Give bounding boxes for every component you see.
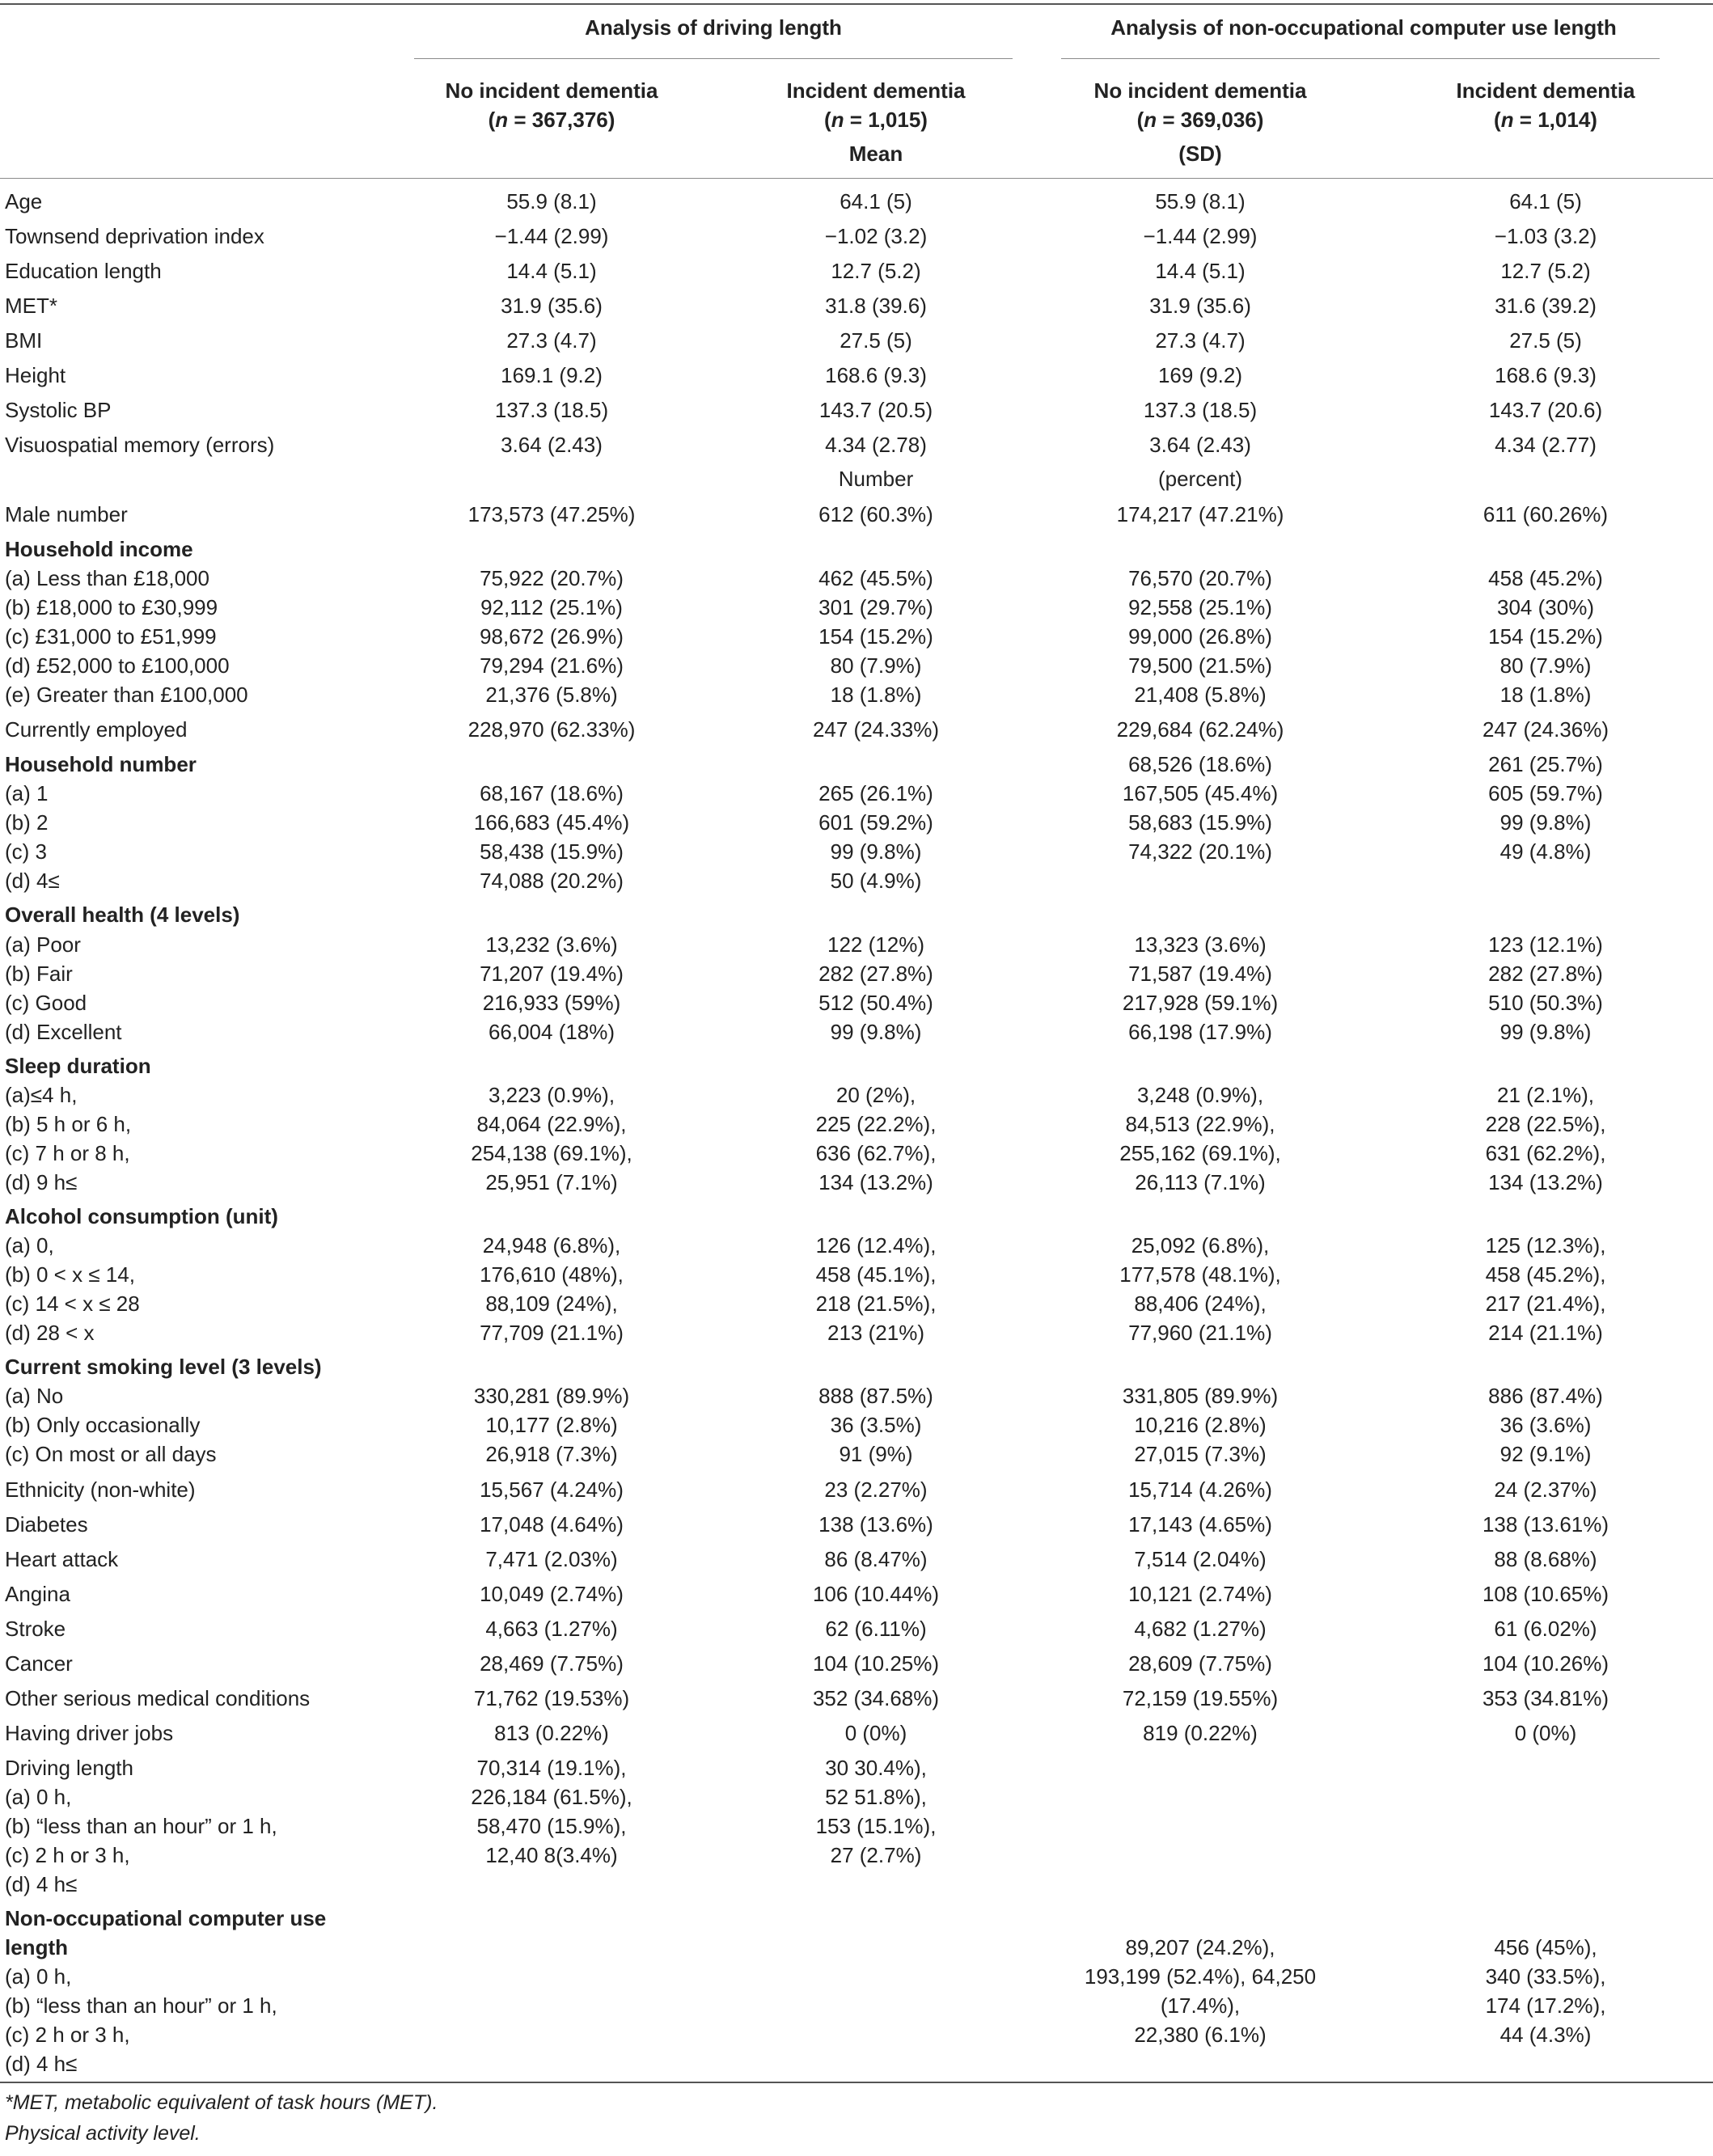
table-cell: 24 (2.37%)	[1494, 1477, 1597, 1502]
table-cell: 58,470 (15.9%),	[476, 1814, 627, 1838]
col-header-2-n: (n = 1,015)	[824, 108, 928, 132]
row-label: (d) 4 h≤	[5, 1872, 78, 1896]
section-heading: Sleep duration	[5, 1054, 151, 1078]
col-header-4-title: Incident dementia	[1456, 78, 1635, 103]
table-cell: 169 (9.2)	[1157, 363, 1243, 387]
table-cell: 7,514 (2.04%)	[1134, 1547, 1267, 1571]
table-cell: 229,684 (62.24%)	[1116, 717, 1284, 742]
table-cell: 612 (60.3%)	[818, 502, 933, 526]
row-label: Heart attack	[5, 1547, 119, 1571]
table-cell: 0 (0%)	[844, 1721, 907, 1745]
table-cell: 340 (33.5%),	[1485, 1964, 1606, 1989]
table-cell: 18 (1.8%)	[830, 683, 922, 707]
table-cell: 71,207 (19.4%)	[480, 962, 624, 986]
row-label: Systolic BP	[5, 398, 112, 422]
table-cell: 36 (3.6%)	[1499, 1413, 1592, 1437]
table-cell: 99 (9.8%)	[1499, 810, 1592, 835]
table-cell: 89,207 (24.2%),	[1125, 1935, 1275, 1959]
section-heading: Alcohol consumption (unit)	[5, 1204, 278, 1228]
table-cell: 64.1 (5)	[840, 189, 912, 213]
table-cell: 456 (45%),	[1494, 1935, 1597, 1959]
table-cell: 15,567 (4.24%)	[480, 1477, 624, 1502]
table-cell: 138 (13.61%)	[1482, 1512, 1609, 1537]
table-cell: 122 (12%)	[827, 932, 924, 957]
table-cell: 50 (4.9%)	[830, 869, 922, 893]
table-cell: 62 (6.11%)	[825, 1617, 927, 1641]
table-cell: 13,323 (3.6%)	[1134, 932, 1267, 957]
table-cell: 255,162 (69.1%),	[1119, 1141, 1281, 1165]
table-cell: 226,184 (61.5%),	[471, 1785, 632, 1809]
table-cell: (17.4%),	[1160, 1993, 1241, 2018]
table-cell: −1.02 (3.2)	[824, 224, 928, 248]
row-label: (b) £18,000 to £30,999	[5, 595, 218, 619]
row-label: (c) 3	[5, 839, 47, 864]
row-label: Visuospatial memory (errors)	[5, 433, 275, 457]
table-cell: 10,177 (2.8%)	[485, 1413, 618, 1437]
table-cell: 15,714 (4.26%)	[1128, 1477, 1272, 1502]
table-cell: 55.9 (8.1)	[506, 189, 597, 213]
table-cell: 24,948 (6.8%),	[482, 1233, 621, 1258]
table-cell: 176,610 (48%),	[480, 1262, 624, 1287]
table-cell: 169.1 (9.2)	[501, 363, 603, 387]
table-cell: 14.4 (5.1)	[1155, 259, 1246, 283]
col-header-1-n: (n = 367,376)	[488, 108, 615, 132]
table-cell: 12,40 8(3.4%)	[485, 1843, 618, 1867]
table-cell: 10,216 (2.8%)	[1134, 1413, 1267, 1437]
table-cell: 26,918 (7.3%)	[485, 1442, 618, 1466]
table-cell: 88,406 (24%),	[1134, 1291, 1267, 1316]
table-cell: 462 (45.5%)	[818, 566, 933, 590]
row-label: (b) Only occasionally	[5, 1413, 201, 1437]
row-label: Angina	[5, 1582, 70, 1606]
table-cell: 31.9 (35.6)	[1149, 294, 1251, 318]
table-cell: 106 (10.44%)	[812, 1582, 940, 1606]
table-cell: 88,109 (24%),	[485, 1291, 618, 1316]
table-cell: 58,683 (15.9%)	[1128, 810, 1272, 835]
table-cell: 888 (87.5%)	[818, 1384, 933, 1408]
row-label: (b) 0 < x ≤ 14,	[5, 1262, 135, 1287]
table-cell: 30 30.4%),	[825, 1756, 927, 1780]
row-label: Education length	[5, 259, 162, 283]
table-cell: 4.34 (2.78)	[825, 433, 927, 457]
table-cell: 3.64 (2.43)	[501, 433, 603, 457]
row-label: Diabetes	[5, 1512, 88, 1537]
table-cell: 58,438 (15.9%)	[480, 839, 624, 864]
group-header-driving: Analysis of driving length	[585, 15, 842, 40]
mean-label: Mean	[848, 142, 903, 166]
row-label: (d) 4 h≤	[5, 2052, 78, 2076]
table-cell: 10,121 (2.74%)	[1128, 1582, 1272, 1606]
table-cell: 3,248 (0.9%),	[1136, 1083, 1264, 1107]
table-cell: −1.44 (2.99)	[1143, 224, 1258, 248]
col-header-3-title: No incident dementia	[1093, 78, 1307, 103]
table-bottom-rule	[0, 2082, 1713, 2083]
row-label: MET*	[5, 294, 57, 318]
col-header-3-n: (n = 369,036)	[1136, 108, 1264, 132]
section-heading: Non-occupational computer use	[5, 1906, 327, 1930]
percent-label: (percent)	[1157, 467, 1243, 491]
row-label: (a)≤4 h,	[5, 1083, 78, 1107]
table-cell: 631 (62.2%),	[1485, 1141, 1606, 1165]
row-label: (a) 1	[5, 781, 49, 805]
col-header-4-n: (n = 1,014)	[1494, 108, 1597, 132]
table-cell: 17,048 (4.64%)	[480, 1512, 624, 1537]
header-bottom-rule	[0, 178, 1713, 179]
table-cell: 218 (21.5%),	[815, 1291, 937, 1316]
table-cell: 21 (2.1%),	[1497, 1083, 1594, 1107]
table-cell: 177,578 (48.1%),	[1119, 1262, 1281, 1287]
table-cell: 104 (10.25%)	[812, 1651, 940, 1676]
section-heading: length	[5, 1935, 68, 1959]
table-cell: 193,199 (52.4%), 64,250	[1084, 1964, 1317, 1989]
row-label: (c) 2 h or 3 h,	[5, 1843, 130, 1867]
table-cell: 76,570 (20.7%)	[1128, 566, 1272, 590]
table-cell: 92,112 (25.1%)	[480, 595, 623, 619]
row-label: Stroke	[5, 1617, 66, 1641]
table-cell: 27.5 (5)	[1509, 328, 1582, 353]
table-cell: 66,198 (17.9%)	[1128, 1020, 1272, 1044]
table-top-rule	[0, 3, 1713, 5]
table-cell: 99 (9.8%)	[830, 1020, 922, 1044]
row-label: (a) Poor	[5, 932, 81, 957]
table-cell: 10,049 (2.74%)	[480, 1582, 624, 1606]
footnote-activity: Physical activity level.	[5, 2122, 201, 2145]
table-cell: 52 51.8%),	[825, 1785, 927, 1809]
row-label: (a) 0 h,	[5, 1964, 72, 1989]
table-cell: 143.7 (20.5)	[818, 398, 933, 422]
row-label: (d) £52,000 to £100,000	[5, 653, 230, 678]
section-heading: Overall health (4 levels)	[5, 903, 240, 927]
table-cell: 282 (27.8%)	[1488, 962, 1603, 986]
table-cell: 510 (50.3%)	[1488, 991, 1603, 1015]
section-heading: Household income	[5, 537, 193, 561]
table-cell: −1.44 (2.99)	[494, 224, 609, 248]
table-cell: 49 (4.8%)	[1499, 839, 1592, 864]
row-label: Ethnicity (non-white)	[5, 1477, 196, 1502]
table-cell: 84,513 (22.9%),	[1125, 1112, 1275, 1136]
table-cell: 92,558 (25.1%)	[1128, 595, 1272, 619]
table-cell: 31.9 (35.6)	[501, 294, 603, 318]
table-cell: 25,092 (6.8%),	[1131, 1233, 1270, 1258]
row-label: Currently employed	[5, 717, 188, 742]
table-cell: 134 (13.2%)	[1488, 1170, 1603, 1194]
table-cell: 68,526 (18.6%)	[1128, 752, 1272, 776]
table-cell: 214 (21.1%)	[1488, 1321, 1603, 1345]
table-cell: 301 (29.7%)	[818, 595, 933, 619]
table-cell: 228,970 (62.33%)	[467, 717, 636, 742]
table-cell: 4,663 (1.27%)	[485, 1617, 618, 1641]
table-cell: 27 (2.7%)	[830, 1843, 922, 1867]
table-cell: 99,000 (26.8%)	[1128, 624, 1272, 649]
table-cell: 23 (2.27%)	[824, 1477, 928, 1502]
table-cell: 55.9 (8.1)	[1155, 189, 1246, 213]
table-cell: 458 (45.2%),	[1485, 1262, 1606, 1287]
table-cell: 70,314 (19.1%),	[476, 1756, 627, 1780]
table-cell: 71,762 (19.53%)	[473, 1686, 630, 1710]
table-cell: 154 (15.2%)	[818, 624, 933, 649]
table-cell: 108 (10.65%)	[1482, 1582, 1609, 1606]
table-cell: 123 (12.1%)	[1488, 932, 1603, 957]
row-label: (a) No	[5, 1384, 64, 1408]
table-cell: 79,500 (21.5%)	[1128, 653, 1272, 678]
row-label: (c) 7 h or 8 h,	[5, 1141, 130, 1165]
row-label: Having driver jobs	[5, 1721, 174, 1745]
col-header-2-title: Incident dementia	[786, 78, 966, 103]
table-cell: 64.1 (5)	[1509, 189, 1582, 213]
row-label: (b) 2	[5, 810, 49, 835]
row-label: Other serious medical conditions	[5, 1686, 311, 1710]
table-cell: 72,159 (19.55%)	[1122, 1686, 1279, 1710]
table-cell: 3,223 (0.9%),	[488, 1083, 615, 1107]
table-cell: 92 (9.1%)	[1499, 1442, 1592, 1466]
table-cell: 27.5 (5)	[840, 328, 912, 353]
table-cell: 353 (34.81%)	[1482, 1686, 1609, 1710]
row-label: (b) Fair	[5, 962, 73, 986]
table-cell: 21,408 (5.8%)	[1134, 683, 1267, 707]
table-cell: 28,469 (7.75%)	[480, 1651, 624, 1676]
table-cell: 31.6 (39.2)	[1495, 294, 1597, 318]
row-label: Height	[5, 363, 66, 387]
section-heading: Current smoking level (3 levels)	[5, 1355, 322, 1379]
table-cell: 153 (15.1%),	[815, 1814, 937, 1838]
table-cell: 26,113 (7.1%)	[1135, 1170, 1266, 1194]
group-rule-computer	[1061, 58, 1660, 59]
table-cell: 261 (25.7%)	[1488, 752, 1603, 776]
row-label: (c) On most or all days	[5, 1442, 217, 1466]
table-cell: 84,064 (22.9%),	[476, 1112, 627, 1136]
table-cell: 99 (9.8%)	[1499, 1020, 1592, 1044]
row-label: Driving length	[5, 1756, 133, 1780]
table-cell: 167,505 (45.4%)	[1122, 781, 1279, 805]
table-cell: 27.3 (4.7)	[1155, 328, 1246, 353]
col-header-1-title: No incident dementia	[445, 78, 658, 103]
table-cell: 17,143 (4.65%)	[1128, 1512, 1272, 1537]
table-cell: 217 (21.4%),	[1485, 1291, 1606, 1316]
table-cell: 61 (6.02%)	[1494, 1617, 1597, 1641]
table-cell: 25,951 (7.1%)	[485, 1170, 618, 1194]
table-cell: 254,138 (69.1%),	[471, 1141, 632, 1165]
table-cell: 247 (24.33%)	[812, 717, 940, 742]
row-label: (d) Excellent	[5, 1020, 122, 1044]
table-cell: 636 (62.7%),	[815, 1141, 937, 1165]
table-cell: 14.4 (5.1)	[506, 259, 597, 283]
table-cell: 74,088 (20.2%)	[480, 869, 624, 893]
group-header-computer: Analysis of non-occupational computer use length	[1110, 15, 1617, 40]
table-cell: 166,683 (45.4%)	[473, 810, 630, 835]
table-cell: 27.3 (4.7)	[506, 328, 597, 353]
table-cell: 68,167 (18.6%)	[480, 781, 624, 805]
table-cell: 168.6 (9.3)	[1495, 363, 1597, 387]
table-cell: 304 (30%)	[1497, 595, 1594, 619]
table-cell: 98,672 (26.9%)	[480, 624, 624, 649]
row-label: (b) 5 h or 6 h,	[5, 1112, 132, 1136]
table-cell: 7,471 (2.03%)	[485, 1547, 618, 1571]
table-cell: 216,933 (59%)	[482, 991, 621, 1015]
table-cell: 512 (50.4%)	[818, 991, 933, 1015]
row-label: (c) 2 h or 3 h,	[5, 2023, 130, 2047]
table-cell: 44 (4.3%)	[1499, 2023, 1592, 2047]
table-cell: 458 (45.1%),	[815, 1262, 937, 1287]
row-label: (a) 0 h,	[5, 1785, 72, 1809]
table-cell: 91 (9%)	[839, 1442, 913, 1466]
table-cell: 137.3 (18.5)	[494, 398, 609, 422]
table-cell: 4.34 (2.77)	[1495, 433, 1597, 457]
row-label: (d) 9 h≤	[5, 1170, 78, 1194]
table-cell: 66,004 (18%)	[488, 1020, 615, 1044]
table-cell: 77,960 (21.1%)	[1128, 1321, 1272, 1345]
table-cell: 228 (22.5%),	[1485, 1112, 1606, 1136]
table-cell: 20 (2%),	[835, 1083, 916, 1107]
table-cell: 154 (15.2%)	[1488, 624, 1603, 649]
row-label: (c) £31,000 to £51,999	[5, 624, 217, 649]
table-cell: 88 (8.68%)	[1494, 1547, 1597, 1571]
table-cell: 4,682 (1.27%)	[1134, 1617, 1267, 1641]
row-label: (c) 14 < x ≤ 28	[5, 1291, 140, 1316]
table-cell: 813 (0.22%)	[494, 1721, 609, 1745]
table-cell: 36 (3.5%)	[830, 1413, 922, 1437]
table-cell: 137.3 (18.5)	[1143, 398, 1258, 422]
table-cell: 611 (60.26%)	[1482, 502, 1609, 526]
row-label: (a) 0,	[5, 1233, 54, 1258]
table-cell: 331,805 (89.9%)	[1122, 1384, 1279, 1408]
row-label: (c) Good	[5, 991, 87, 1015]
table-cell: 265 (26.1%)	[818, 781, 933, 805]
table-cell: 12.7 (5.2)	[831, 259, 921, 283]
table-cell: 213 (21%)	[827, 1321, 924, 1345]
row-label: (d) 4≤	[5, 869, 60, 893]
table-cell: 174 (17.2%),	[1485, 1993, 1606, 2018]
footnote-met: *MET, metabolic equivalent of task hours (MET).	[5, 2091, 438, 2114]
row-label: Age	[5, 189, 43, 213]
row-label: Townsend deprivation index	[5, 224, 264, 248]
table-cell: 173,573 (47.25%)	[467, 502, 636, 526]
table-cell: 126 (12.4%),	[815, 1233, 937, 1258]
table-cell: 21,376 (5.8%)	[485, 683, 618, 707]
row-label: (b) “less than an hour” or 1 h,	[5, 1814, 277, 1838]
table-cell: 458 (45.2%)	[1488, 566, 1603, 590]
table-cell: −1.03 (3.2)	[1494, 224, 1597, 248]
row-label: (b) “less than an hour” or 1 h,	[5, 1993, 277, 2018]
table-cell: 605 (59.7%)	[1488, 781, 1603, 805]
table-cell: 77,709 (21.1%)	[480, 1321, 624, 1345]
table-cell: 3.64 (2.43)	[1149, 433, 1251, 457]
table-cell: 18 (1.8%)	[1499, 683, 1592, 707]
table-cell: 86 (8.47%)	[824, 1547, 928, 1571]
table-cell: 217,928 (59.1%)	[1122, 991, 1279, 1015]
table-cell: 819 (0.22%)	[1143, 1721, 1258, 1745]
table-cell: 104 (10.26%)	[1482, 1651, 1609, 1676]
table-cell: 352 (34.68%)	[812, 1686, 940, 1710]
row-label: (d) 28 < x	[5, 1321, 95, 1345]
group-rule-driving	[414, 58, 1013, 59]
table-cell: 125 (12.3%),	[1485, 1233, 1606, 1258]
row-label: (e) Greater than £100,000	[5, 683, 248, 707]
table-cell: 80 (7.9%)	[1499, 653, 1592, 678]
table-cell: 138 (13.6%)	[818, 1512, 933, 1537]
table-cell: 134 (13.2%)	[818, 1170, 933, 1194]
table-cell: 13,232 (3.6%)	[485, 932, 618, 957]
table-cell: 80 (7.9%)	[830, 653, 922, 678]
section-heading: Household number	[5, 752, 197, 776]
table-cell: 75,922 (20.7%)	[480, 566, 624, 590]
table-cell: 601 (59.2%)	[818, 810, 933, 835]
table-cell: 174,217 (47.21%)	[1116, 502, 1284, 526]
table-cell: 12.7 (5.2)	[1500, 259, 1591, 283]
table-cell: 330,281 (89.9%)	[473, 1384, 630, 1408]
number-label: Number	[838, 467, 914, 491]
row-label: Male number	[5, 502, 128, 526]
table-cell: 79,294 (21.6%)	[480, 653, 624, 678]
table-cell: 168.6 (9.3)	[825, 363, 927, 387]
row-label: BMI	[5, 328, 43, 353]
table-cell: 28,609 (7.75%)	[1128, 1651, 1272, 1676]
row-label: (a) Less than £18,000	[5, 566, 209, 590]
sd-label: (SD)	[1178, 142, 1222, 166]
table-cell: 247 (24.36%)	[1482, 717, 1609, 742]
row-label: Cancer	[5, 1651, 73, 1676]
table-cell: 225 (22.2%),	[815, 1112, 937, 1136]
table-cell: 143.7 (20.6)	[1488, 398, 1603, 422]
table-cell: 282 (27.8%)	[818, 962, 933, 986]
table-cell: 74,322 (20.1%)	[1128, 839, 1272, 864]
table-cell: 99 (9.8%)	[830, 839, 922, 864]
table-cell: 886 (87.4%)	[1488, 1384, 1603, 1408]
table-cell: 71,587 (19.4%)	[1128, 962, 1272, 986]
table-cell: 0 (0%)	[1514, 1721, 1577, 1745]
table-cell: 22,380 (6.1%)	[1134, 2023, 1267, 2047]
table-cell: 27,015 (7.3%)	[1134, 1442, 1267, 1466]
table-cell: 31.8 (39.6)	[825, 294, 927, 318]
